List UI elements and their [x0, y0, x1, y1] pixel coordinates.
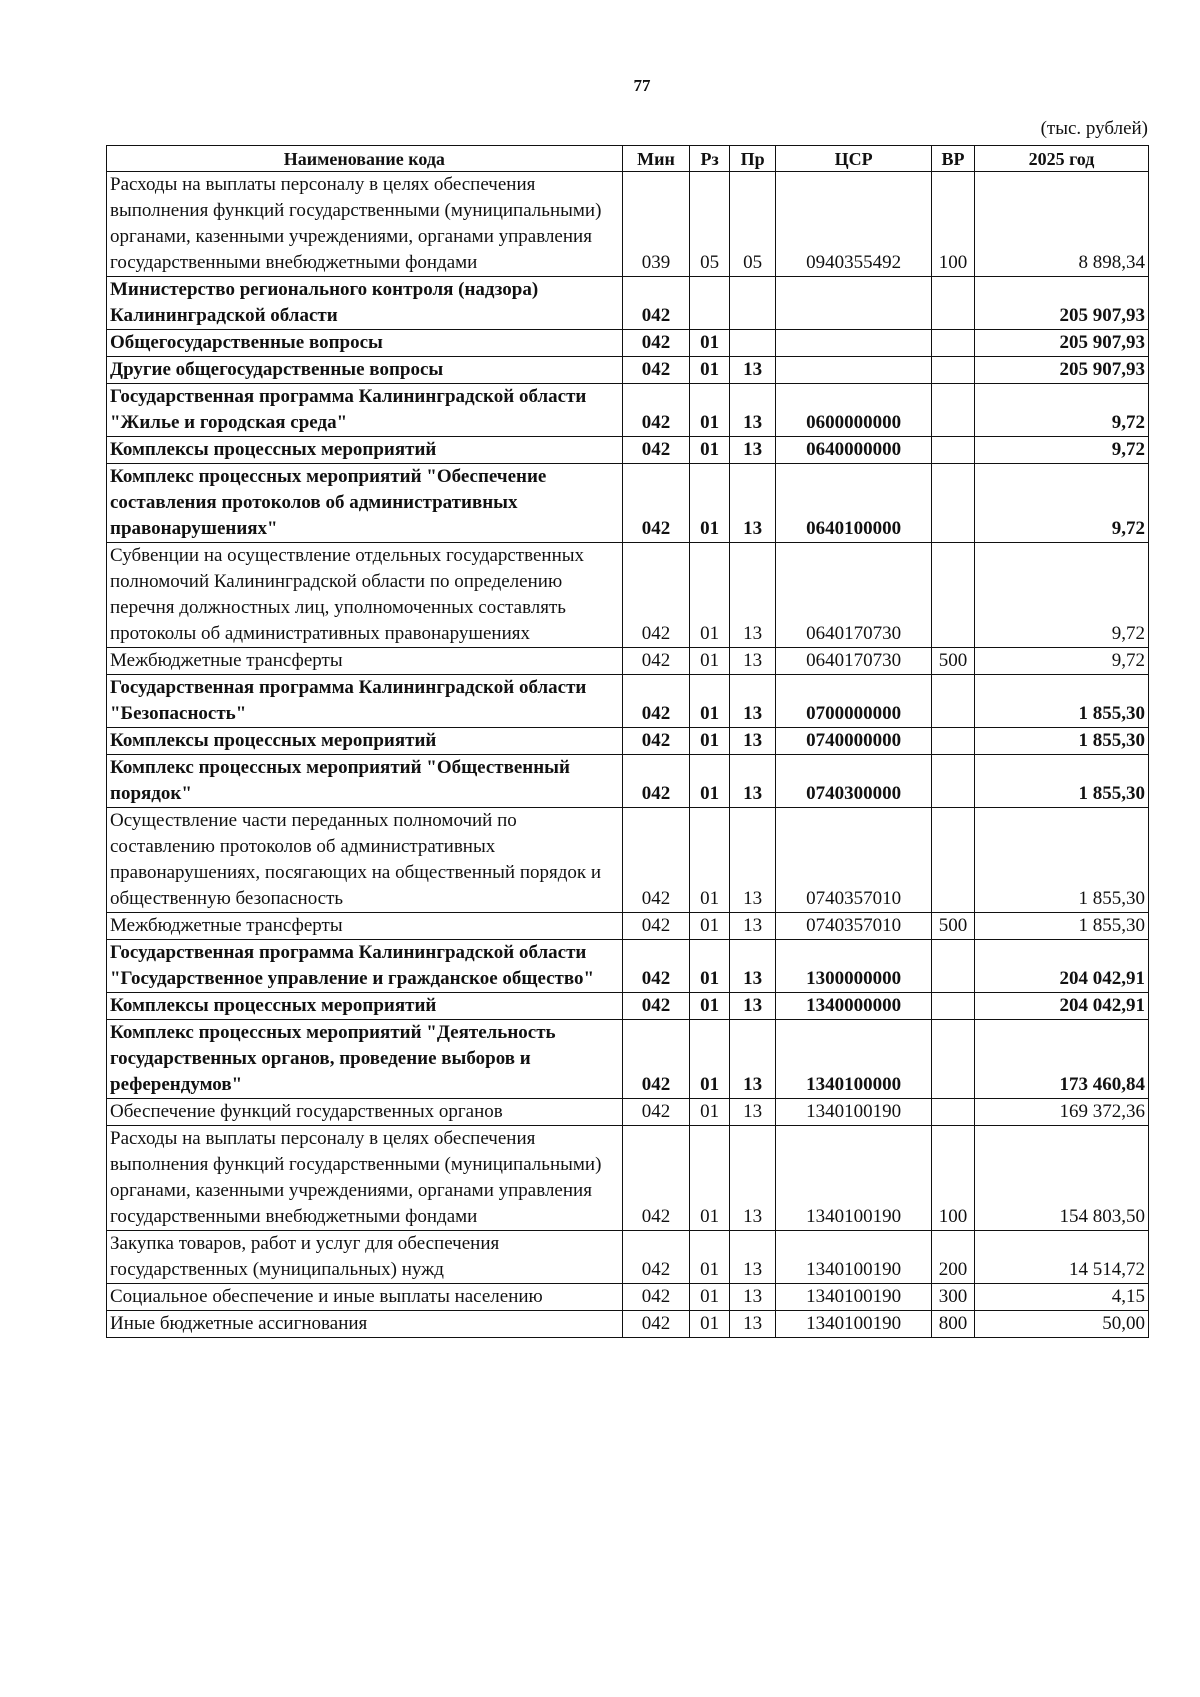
- cell-pr: [730, 330, 776, 357]
- cell-min: 042: [622, 728, 690, 755]
- cell-csr: 0940355492: [776, 172, 932, 277]
- cell-pr: 13: [730, 648, 776, 675]
- cell-vr: [931, 755, 974, 808]
- cell-amount: 9,72: [974, 384, 1148, 437]
- cell-min: 042: [622, 277, 690, 330]
- cell-csr: 1340100190: [776, 1231, 932, 1284]
- cell-amount: 1 855,30: [974, 913, 1148, 940]
- cell-name: Социальное обеспечение и иные выплаты населению: [107, 1284, 623, 1311]
- column-header-amount: 2025 год: [974, 146, 1148, 172]
- cell-rz: 01: [690, 437, 730, 464]
- table-row: [107, 172, 1149, 277]
- cell-pr: 05: [730, 172, 776, 277]
- cell-amount: 204 042,91: [974, 993, 1148, 1020]
- table-row: [107, 464, 1149, 543]
- table-row: [107, 543, 1149, 648]
- cell-name: Министерство регионального контроля (надзора) Калининградской области: [107, 277, 623, 330]
- cell-vr: [931, 940, 974, 993]
- cell-csr: 1340100190: [776, 1284, 932, 1311]
- cell-amount: 169 372,36: [974, 1099, 1148, 1126]
- table-row: [107, 1099, 1149, 1126]
- table-row: [107, 808, 1149, 913]
- table-row: [107, 437, 1149, 464]
- cell-rz: 01: [690, 384, 730, 437]
- cell-csr: 0740357010: [776, 808, 932, 913]
- cell-min: 042: [622, 940, 690, 993]
- table-row: [107, 330, 1149, 357]
- cell-csr: 1300000000: [776, 940, 932, 993]
- cell-min: 042: [622, 1020, 690, 1099]
- cell-csr: 1340000000: [776, 993, 932, 1020]
- cell-rz: 01: [690, 330, 730, 357]
- cell-name: Государственная программа Калининградской области "Безопасность": [107, 675, 623, 728]
- cell-pr: 13: [730, 543, 776, 648]
- cell-name: Межбюджетные трансферты: [107, 913, 623, 940]
- page-number: 77: [633, 76, 651, 95]
- cell-csr: 0740000000: [776, 728, 932, 755]
- cell-rz: 01: [690, 808, 730, 913]
- table-row: [107, 357, 1149, 384]
- cell-pr: 13: [730, 1231, 776, 1284]
- cell-pr: 13: [730, 437, 776, 464]
- cell-vr: [931, 464, 974, 543]
- cell-vr: [931, 437, 974, 464]
- cell-vr: 200: [931, 1231, 974, 1284]
- column-header-csr: ЦСР: [776, 146, 932, 172]
- table-row: [107, 940, 1149, 993]
- cell-pr: 13: [730, 384, 776, 437]
- cell-amount: 1 855,30: [974, 755, 1148, 808]
- table-row: [107, 913, 1149, 940]
- table-row: [107, 384, 1149, 437]
- cell-amount: 9,72: [974, 648, 1148, 675]
- cell-rz: 01: [690, 913, 730, 940]
- cell-name: Субвенции на осуществление отдельных государственных полномочий Калининградской области по определению перечня должностных лиц, уполномоченных составлять протоколы об административных правонарушениях: [107, 543, 623, 648]
- table-row: [107, 675, 1149, 728]
- cell-rz: 01: [690, 1231, 730, 1284]
- cell-min: 042: [622, 330, 690, 357]
- table-row: [107, 277, 1149, 330]
- cell-rz: 01: [690, 755, 730, 808]
- cell-pr: 13: [730, 1311, 776, 1338]
- cell-csr: 0740357010: [776, 913, 932, 940]
- cell-vr: 300: [931, 1284, 974, 1311]
- cell-vr: [931, 277, 974, 330]
- cell-min: 042: [622, 543, 690, 648]
- cell-vr: [931, 675, 974, 728]
- cell-vr: 500: [931, 913, 974, 940]
- cell-name: Государственная программа Калининградской области "Жилье и городская среда": [107, 384, 623, 437]
- cell-vr: 100: [931, 1126, 974, 1231]
- cell-min: 042: [622, 1231, 690, 1284]
- cell-vr: [931, 1099, 974, 1126]
- cell-vr: 800: [931, 1311, 974, 1338]
- cell-rz: 01: [690, 1311, 730, 1338]
- cell-name: Расходы на выплаты персоналу в целях обеспечения выполнения функций государственными (муниципальными) органами, казенными учреждениями, органами управления государственными внебюджетными фондами: [107, 172, 623, 277]
- cell-rz: 01: [690, 357, 730, 384]
- cell-vr: 100: [931, 172, 974, 277]
- cell-min: 042: [622, 755, 690, 808]
- column-header-vr: ВР: [931, 146, 974, 172]
- cell-rz: 01: [690, 464, 730, 543]
- cell-csr: 0700000000: [776, 675, 932, 728]
- cell-csr: [776, 330, 932, 357]
- cell-amount: 1 855,30: [974, 808, 1148, 913]
- table-header-row: [107, 146, 1149, 172]
- table-row: [107, 1311, 1149, 1338]
- cell-vr: [931, 330, 974, 357]
- column-header-rz: Рз: [690, 146, 730, 172]
- cell-csr: 0600000000: [776, 384, 932, 437]
- cell-pr: 13: [730, 1099, 776, 1126]
- cell-vr: [931, 384, 974, 437]
- cell-pr: 13: [730, 1126, 776, 1231]
- cell-name: Комплексы процессных мероприятий: [107, 993, 623, 1020]
- cell-pr: 13: [730, 675, 776, 728]
- table-row: [107, 755, 1149, 808]
- cell-name: Государственная программа Калининградской области "Государственное управление и гражданское общество": [107, 940, 623, 993]
- cell-name: Иные бюджетные ассигнования: [107, 1311, 623, 1338]
- cell-min: 042: [622, 464, 690, 543]
- cell-min: 042: [622, 437, 690, 464]
- cell-pr: [730, 277, 776, 330]
- cell-pr: 13: [730, 913, 776, 940]
- cell-csr: 1340100190: [776, 1099, 932, 1126]
- cell-csr: 1340100190: [776, 1126, 932, 1231]
- cell-pr: 13: [730, 808, 776, 913]
- cell-amount: 1 855,30: [974, 728, 1148, 755]
- table-row: [107, 993, 1149, 1020]
- cell-amount: 9,72: [974, 543, 1148, 648]
- cell-rz: 05: [690, 172, 730, 277]
- cell-csr: 0640100000: [776, 464, 932, 543]
- cell-min: 042: [622, 1126, 690, 1231]
- cell-vr: [931, 728, 974, 755]
- column-header-min: Мин: [622, 146, 690, 172]
- cell-name: Комплексы процессных мероприятий: [107, 437, 623, 464]
- table-row: [107, 1020, 1149, 1099]
- cell-rz: 01: [690, 1099, 730, 1126]
- cell-name: Комплекс процессных мероприятий "Общественный порядок": [107, 755, 623, 808]
- cell-rz: 01: [690, 1126, 730, 1231]
- cell-min: 042: [622, 1284, 690, 1311]
- cell-rz: 01: [690, 940, 730, 993]
- cell-min: 042: [622, 1311, 690, 1338]
- cell-vr: [931, 808, 974, 913]
- cell-min: 042: [622, 913, 690, 940]
- cell-amount: 4,15: [974, 1284, 1148, 1311]
- cell-vr: 500: [931, 648, 974, 675]
- cell-pr: 13: [730, 464, 776, 543]
- cell-min: 042: [622, 1099, 690, 1126]
- cell-rz: 01: [690, 993, 730, 1020]
- cell-pr: 13: [730, 755, 776, 808]
- cell-name: Комплекс процессных мероприятий "Обеспечение составления протоколов об административных правонарушениях": [107, 464, 623, 543]
- table-row: [107, 728, 1149, 755]
- cell-name: Комплексы процессных мероприятий: [107, 728, 623, 755]
- table-row: [107, 1126, 1149, 1231]
- cell-min: 042: [622, 648, 690, 675]
- cell-min: 042: [622, 357, 690, 384]
- cell-vr: [931, 993, 974, 1020]
- cell-csr: 0640170730: [776, 648, 932, 675]
- cell-amount: 204 042,91: [974, 940, 1148, 993]
- table-row: [107, 1284, 1149, 1311]
- cell-name: Расходы на выплаты персоналу в целях обеспечения выполнения функций государственными (муниципальными) органами, казенными учреждениями, органами управления государственными внебюджетными фондами: [107, 1126, 623, 1231]
- cell-pr: 13: [730, 940, 776, 993]
- cell-vr: [931, 357, 974, 384]
- cell-csr: [776, 357, 932, 384]
- cell-amount: 173 460,84: [974, 1020, 1148, 1099]
- cell-amount: 8 898,34: [974, 172, 1148, 277]
- cell-pr: 13: [730, 1020, 776, 1099]
- cell-name: Общегосударственные вопросы: [107, 330, 623, 357]
- table-row: [107, 648, 1149, 675]
- cell-name: Осуществление части переданных полномочий по составлению протоколов об административных правонарушениях, посягающих на общественный порядок и общественную безопасность: [107, 808, 623, 913]
- unit-label: (тыс. рублей): [1040, 118, 1148, 139]
- cell-amount: 1 855,30: [974, 675, 1148, 728]
- cell-pr: 13: [730, 1284, 776, 1311]
- cell-amount: 9,72: [974, 437, 1148, 464]
- cell-rz: 01: [690, 675, 730, 728]
- cell-csr: 0640170730: [776, 543, 932, 648]
- cell-vr: [931, 543, 974, 648]
- cell-amount: 50,00: [974, 1311, 1148, 1338]
- cell-vr: [931, 1020, 974, 1099]
- cell-rz: 01: [690, 648, 730, 675]
- cell-min: 039: [622, 172, 690, 277]
- cell-csr: [776, 277, 932, 330]
- column-header-pr: Пр: [730, 146, 776, 172]
- cell-min: 042: [622, 675, 690, 728]
- cell-csr: 1340100190: [776, 1311, 932, 1338]
- cell-amount: 14 514,72: [974, 1231, 1148, 1284]
- cell-amount: 205 907,93: [974, 357, 1148, 384]
- cell-rz: 01: [690, 728, 730, 755]
- cell-amount: 9,72: [974, 464, 1148, 543]
- budget-table: [106, 145, 1149, 1338]
- table-row: [107, 1231, 1149, 1284]
- cell-rz: 01: [690, 1020, 730, 1099]
- cell-name: Межбюджетные трансферты: [107, 648, 623, 675]
- cell-rz: [690, 277, 730, 330]
- column-header-name: Наименование кода: [107, 146, 623, 172]
- cell-name: Другие общегосударственные вопросы: [107, 357, 623, 384]
- cell-pr: 13: [730, 993, 776, 1020]
- cell-name: Закупка товаров, работ и услуг для обеспечения государственных (муниципальных) нужд: [107, 1231, 623, 1284]
- cell-min: 042: [622, 384, 690, 437]
- cell-amount: 205 907,93: [974, 330, 1148, 357]
- cell-csr: 1340100000: [776, 1020, 932, 1099]
- cell-min: 042: [622, 993, 690, 1020]
- cell-min: 042: [622, 808, 690, 913]
- cell-pr: 13: [730, 357, 776, 384]
- cell-amount: 205 907,93: [974, 277, 1148, 330]
- cell-pr: 13: [730, 728, 776, 755]
- cell-amount: 154 803,50: [974, 1126, 1148, 1231]
- cell-csr: 0640000000: [776, 437, 932, 464]
- cell-rz: 01: [690, 1284, 730, 1311]
- cell-name: Комплекс процессных мероприятий "Деятельность государственных органов, проведение выборов и референдумов": [107, 1020, 623, 1099]
- cell-rz: 01: [690, 543, 730, 648]
- cell-csr: 0740300000: [776, 755, 932, 808]
- cell-name: Обеспечение функций государственных органов: [107, 1099, 623, 1126]
